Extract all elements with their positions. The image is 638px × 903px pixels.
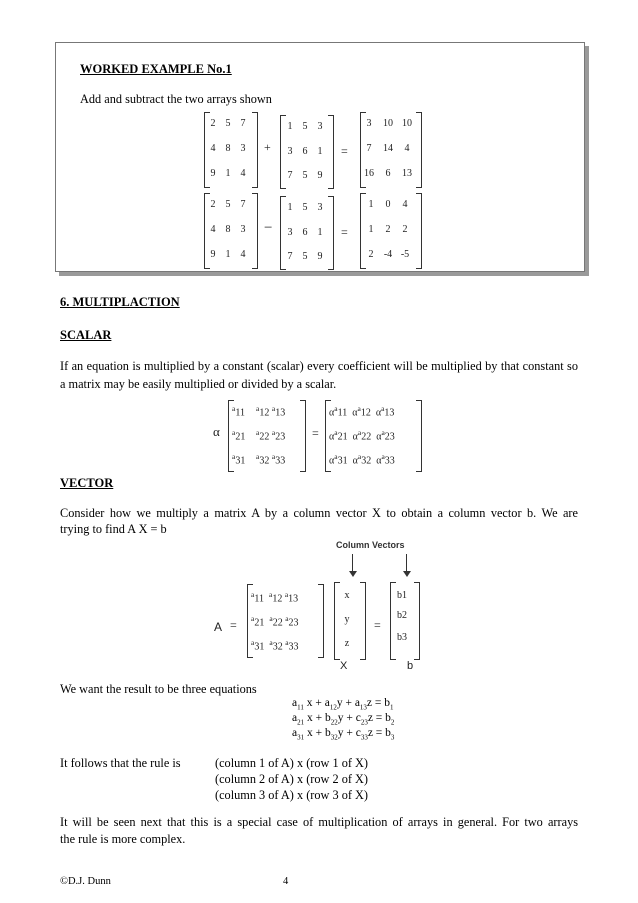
sub-minus-sign: − [264, 220, 273, 236]
sub-c-33: -5 [400, 249, 410, 260]
add-b-12: 5 [302, 121, 308, 132]
scalar-multiplication-figure: α $^a$11 $^a$12 $^a$13 $^a$21 $^a$22 $^a$23 $^a$31 $^a$32 $^a$33 = $\alpha^a11$ $\alpha^a12$ $\alpha^a13$ $\alpha^a21$ $\alpha^a22$ $\alpha^a23$ $\alpha^a31$ $\alpha^a32$ $\alpha^a33$ [210, 398, 430, 472]
sub-a-13: 7 [240, 199, 246, 210]
sub-a-11: 2 [210, 199, 216, 210]
add-c-21: 7 [366, 143, 372, 154]
add-c-12: 10 [383, 118, 393, 129]
add-b-31: 7 [287, 170, 293, 181]
vector-b-label: b [407, 660, 414, 672]
scalar-heading: SCALAR [60, 328, 112, 342]
vector-multiplication-figure: Column Vectors A = $^a$11 $^a$12 $^a$13 $^a$21 $^a$22 $^a$23 $^a$31 $^a$32 $^a$33 x y z = b1 b2 b3 X b [210, 538, 450, 676]
footer-copyright: ©D.J. Dunn [60, 876, 111, 887]
add-b-21: 3 [287, 146, 293, 157]
rule-line-2: (column 2 of A) x (row 2 of X) [215, 772, 368, 786]
sub-c-22: 2 [385, 224, 391, 235]
add-plus-sign: + [264, 140, 271, 154]
vector-heading: VECTOR [60, 476, 114, 490]
b-vec-1: b1 [397, 590, 407, 601]
add-a-13: 7 [240, 118, 246, 129]
sub-a-31: 9 [210, 249, 216, 260]
sub-c-13: 4 [402, 199, 408, 210]
sub-a-12: 5 [225, 199, 231, 210]
add-c-33: 13 [402, 168, 412, 179]
sub-b-11: 1 [287, 202, 293, 213]
sub-b-23: 1 [317, 227, 323, 238]
equation-1: $a_{11}$ $x + a_{12}y + a_{13}z = b_1$ [292, 697, 394, 712]
section-heading: 6. MULTIPLACTION [60, 295, 180, 309]
add-c-32: 6 [385, 168, 391, 179]
subtraction-equation [200, 193, 440, 269]
b-vec-3: b3 [397, 632, 407, 643]
sub-b-33: 9 [317, 251, 323, 262]
closing-paragraph-line1: It will be seen next that this is a special case of multiplication of arrays in general. For two arrays [60, 815, 578, 829]
add-b-13: 3 [317, 121, 323, 132]
sub-b-13: 3 [317, 202, 323, 213]
column-vectors-label: Column Vectors [336, 540, 405, 550]
x-vec-3: z [344, 638, 350, 649]
sub-c-21: 1 [368, 224, 374, 235]
matrix-A-symbol: A [214, 620, 223, 634]
add-a-32: 1 [225, 168, 231, 179]
add-c-13: 10 [402, 118, 412, 129]
rule-line-1: (column 1 of A) x (row 1 of X) [215, 756, 368, 770]
alpha-scalar: α [213, 424, 220, 439]
add-c-31: 16 [364, 168, 374, 179]
add-a-12: 5 [225, 118, 231, 129]
add-b-23: 1 [317, 146, 323, 157]
scalar-paragraph: If an equation is multiplied by a constant (scalar) every coefficient will be multiplied by that constant so a matrix may be easily multiplied or divided by a scalar. [60, 359, 578, 391]
worked-example-intro: Add and subtract the two arrays shown [80, 92, 272, 106]
add-b-32: 5 [302, 170, 308, 181]
add-a-23: 3 [240, 143, 246, 154]
sub-b-12: 5 [302, 202, 308, 213]
equation-3: $a_{31}$ $x + b_{32}y + c_{33}z = b_3$ [292, 727, 395, 742]
footer-page-number: 4 [283, 876, 289, 887]
vector-X-label: X [340, 660, 348, 672]
rule-intro: It follows that the rule is [60, 756, 181, 770]
add-equals-sign: = [341, 144, 348, 158]
sub-a-33: 4 [240, 249, 246, 260]
rule-line-3: (column 3 of A) x (row 3 of X) [215, 788, 368, 802]
add-b-11: 1 [287, 121, 293, 132]
x-vec-2: y [344, 614, 350, 625]
closing-paragraph-line2: the rule is more complex. [60, 832, 186, 846]
add-b-22: 6 [302, 146, 308, 157]
sub-a-21: 4 [210, 224, 216, 235]
sub-c-31: 2 [368, 249, 374, 260]
add-a-22: 8 [225, 143, 231, 154]
sub-a-23: 3 [240, 224, 246, 235]
sub-a-32: 1 [225, 249, 231, 260]
vector-paragraph-line1: Consider how we multiply a matrix A by a column vector X to obtain a column vector b. We are [60, 506, 578, 520]
addition-equation [200, 112, 440, 188]
sub-a-22: 8 [225, 224, 231, 235]
sub-b-21: 3 [287, 227, 293, 238]
sub-c-11: 1 [368, 199, 374, 210]
add-c-23: 4 [404, 143, 410, 154]
worked-example-title: WORKED EXAMPLE No.1 [80, 62, 232, 76]
add-c-22: 14 [383, 143, 393, 154]
vector-paragraph-line2: trying to find A X = b [60, 522, 167, 536]
sub-b-32: 5 [302, 251, 308, 262]
sub-c-23: 2 [402, 224, 408, 235]
sub-b-31: 7 [287, 251, 293, 262]
result-intro: We want the result to be three equations [60, 682, 257, 696]
x-vec-1: x [344, 590, 350, 601]
sub-c-12: 0 [385, 199, 391, 210]
add-a-21: 4 [210, 143, 216, 154]
add-b-33: 9 [317, 170, 323, 181]
sub-equals-sign: = [341, 225, 348, 239]
sub-b-22: 6 [302, 227, 308, 238]
b-vec-2: b2 [397, 610, 407, 621]
sub-c-32: -4 [383, 249, 393, 260]
add-a-31: 9 [210, 168, 216, 179]
equation-2: $a_{21}$ $x + b_{22}y + c_{23}z = b_2$ [292, 712, 395, 727]
add-c-11: 3 [366, 118, 372, 129]
add-a-11: 2 [210, 118, 216, 129]
add-a-33: 4 [240, 168, 246, 179]
